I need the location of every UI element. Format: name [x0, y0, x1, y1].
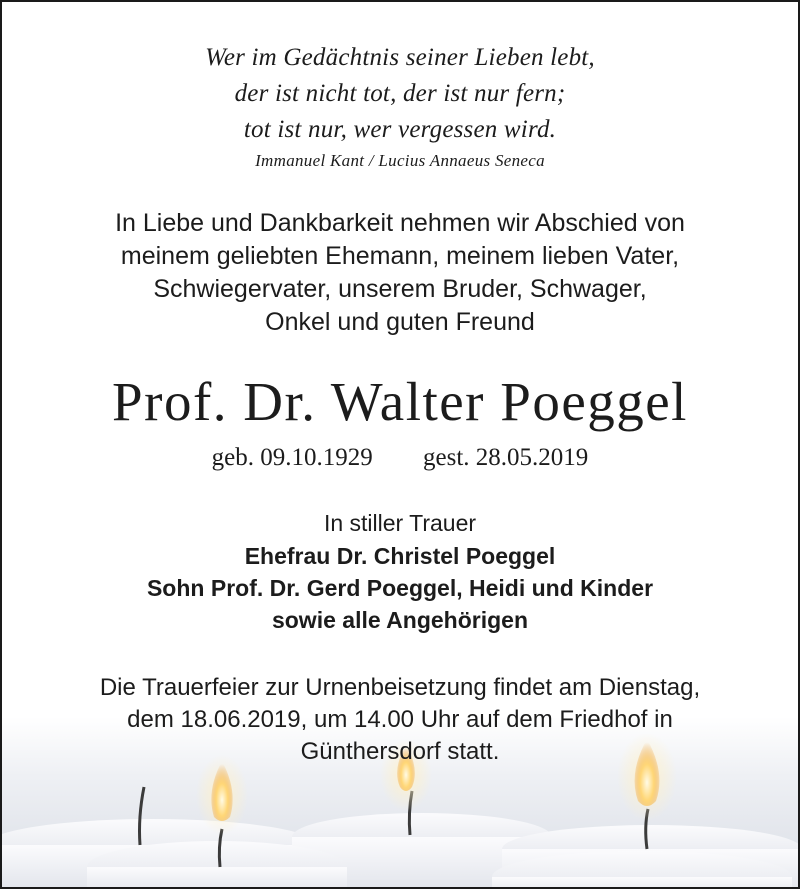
ceremony-line: Günthersdorf statt. [300, 738, 500, 765]
mourner-line: Sohn Prof. Dr. Gerd Poeggel, Heidi und Kinder [146, 575, 654, 601]
notice-text [2, 2, 798, 887]
mourner-line: Ehefrau Dr. Christel Poeggel [244, 543, 556, 569]
quote-line: der ist nicht tot, der ist nur fern; [234, 80, 566, 107]
quote-line: tot ist nur, wer vergessen wird. [243, 116, 557, 143]
quote-line: Wer im Gedächtnis seiner Lieben lebt, [205, 44, 595, 71]
quote-author: Immanuel Kant / Lucius Annaeus Seneca [255, 151, 545, 170]
intro-line: Schwiegervater, unserem Bruder, Schwager, [153, 275, 647, 303]
deceased-name: Prof. Dr. Walter Poeggel [112, 371, 688, 432]
mourner-line: sowie alle Angehörigen [271, 607, 529, 633]
intro-line: In Liebe und Dankbarkeit nehmen wir Abschied von [115, 209, 685, 237]
life-dates [2, 442, 798, 474]
mourners-intro: In stiller Trauer [323, 510, 477, 536]
ceremony-line: dem 18.06.2019, um 14.00 Uhr auf dem Friedhof in [127, 706, 673, 733]
birth-date: geb. 09.10.1929 [211, 444, 373, 471]
intro-line: meinem geliebten Ehemann, meinem lieben Vater, [120, 242, 680, 270]
intro-line: Onkel und guten Freund [265, 308, 535, 336]
death-date: gest. 28.05.2019 [423, 444, 589, 471]
ceremony-line: Die Trauerfeier zur Urnenbeisetzung findet am Dienstag, [99, 674, 701, 701]
